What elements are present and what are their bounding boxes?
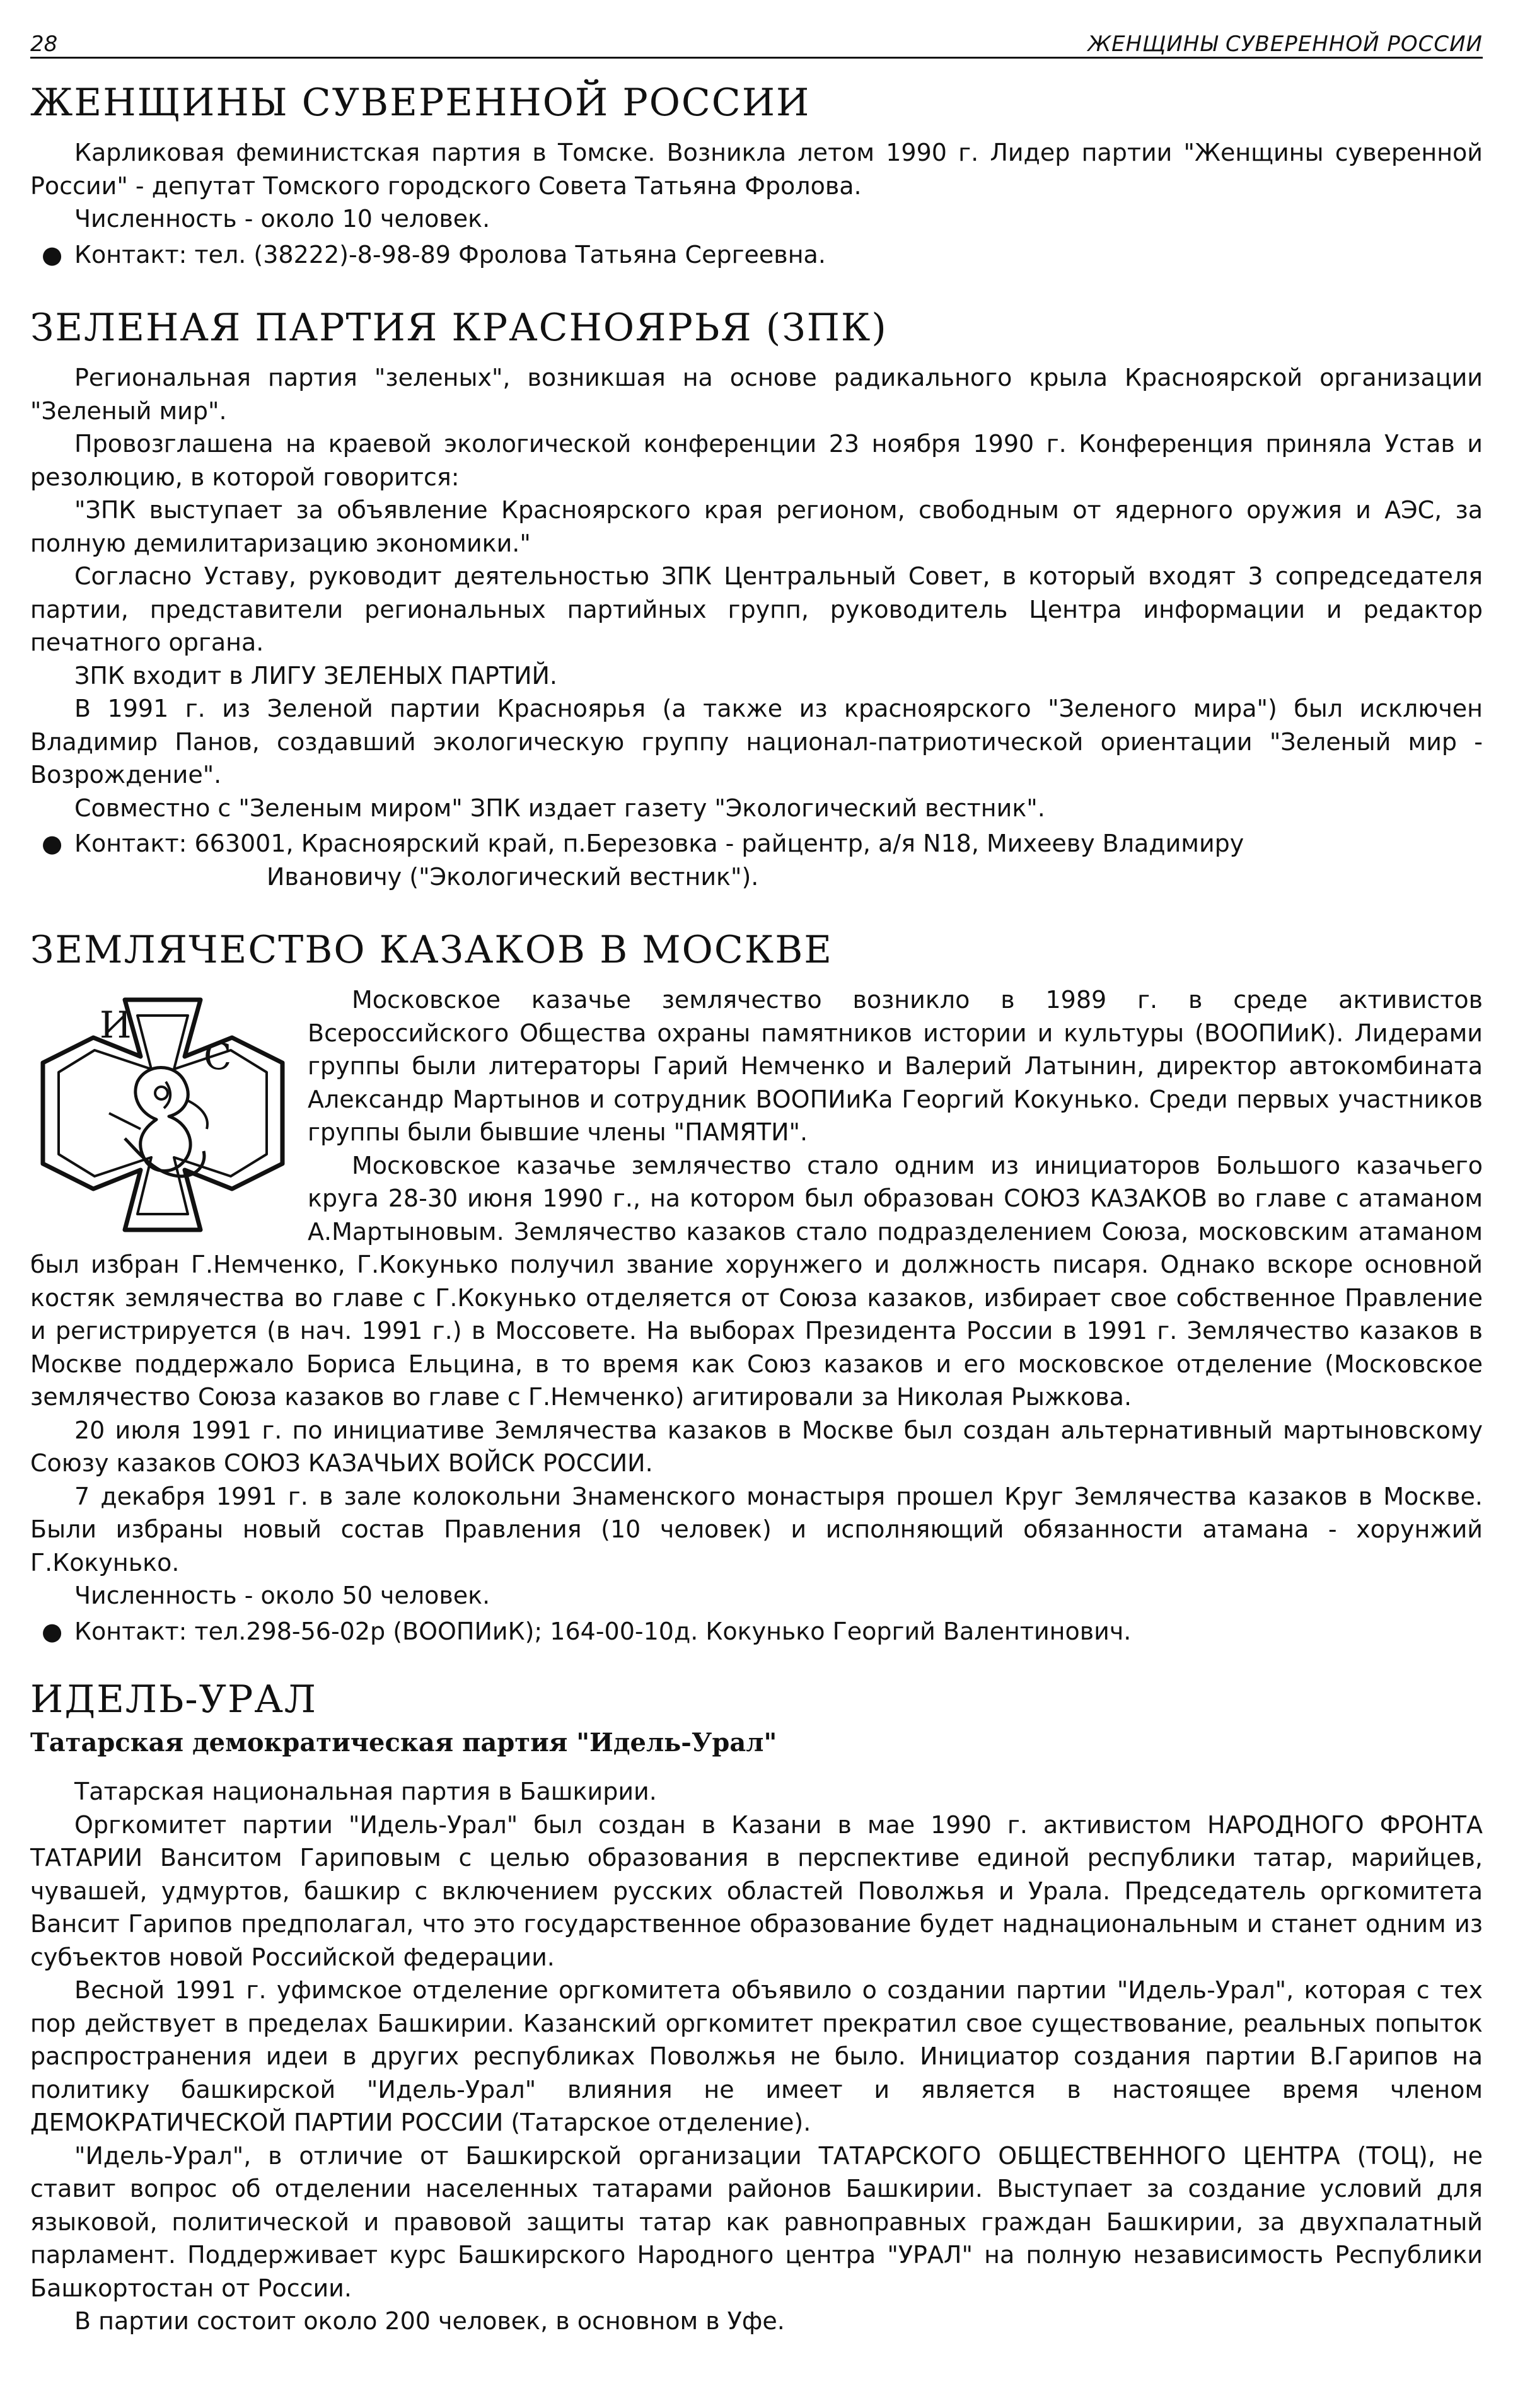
bullet-icon: ● bbox=[42, 830, 63, 857]
contact-text: 663001, Красноярский край, п.Березовка - райцентр, а/я N18, Михееву Владимиру bbox=[194, 830, 1244, 857]
contact-text: тел.298-56-02р (ВООПИиК); 164-00-10д. Кокунько Георгий Валентинович. bbox=[194, 1617, 1132, 1645]
section-title: ЗЕМЛЯЧЕСТВО КАЗАКОВ В МОСКВЕ bbox=[30, 928, 833, 972]
paragraph: Оргкомитет партии "Идель-Урал" был создан в Казани в мае 1990 г. активистом НАРОДНОГО ФРОНТА ТАТАРИИ Ванситом Гариповым с целью образования в перспективе единой республики татар, марийцев, чувашей, удмуртов, башкир с включением русских областей Поволжья и Урала. Председатель оргкомитета Вансит Гарипов предполагал, что это государственное образование будет наднациональным и станет одним из субъектов новой Российской федерации. bbox=[30, 1810, 1483, 1971]
paragraph: Согласно Уставу, руководит деятельностью ЗПК Центральный Совет, в который входят 3 сопредседателя партии, представители региональных партийных групп, руководитель Центра информации и редактор печатного органа. bbox=[30, 562, 1483, 656]
paragraph: Московское казачье землячество возникло в 1989 г. в среде активистов Всероссийского Общества охраны памятников истории и культуры (ВООПИиК). Лидерами группы были литераторы Гарий Немченко и Валерий Латынин, директор автокомбината Александр Мартынов и сотрудник ВООПИиКа Георгий Кокунько. Среди первых участников группы были бывшие члены "ПАМЯТИ". bbox=[308, 986, 1483, 1146]
paragraph: Татарская национальная партия в Башкирии. bbox=[74, 1778, 657, 1805]
paragraph: 7 декабря 1991 г. в зале колокольни Знаменского монастыря прошел Круг Землячества казаков в Москве. Были избраны новый состав Правления (10 человек) и исполняющий обязанности атамана - хорунжий Г.Кокунько. bbox=[30, 1482, 1483, 1577]
contact-label: Контакт: bbox=[74, 830, 195, 857]
document-page bbox=[30, 18, 1483, 2338]
paragraph: "Идель-Урал", в отличие от Башкирской организации ТАТАРСКОГО ОБЩЕСТВЕННОГО ЦЕНТРА (ТОЦ), не ставит вопрос об отделении населенных татарами районов Башкирии. Выступает за создание условий для языковой, политической и правовой защиты татар как равноправных граждан Башкирии, за двухпалатный парламент. Поддерживает курс Башкирского Народного центра "УРАЛ" на полную независимость Республики Башкортостан от России. bbox=[30, 2141, 1483, 2302]
contact-text-continuation: Ивановичу ("Экологический вестник"). bbox=[267, 862, 759, 891]
contact-label: Контакт: bbox=[74, 240, 195, 269]
paragraph: 20 июля 1991 г. по инициативе Землячества казаков в Москве был создан альтернативный мартыновскому Союзу казаков СОЮЗ КАЗАЧЬИХ ВОЙСК РОССИИ. bbox=[30, 1416, 1483, 1477]
paragraph: Совместно с "Зеленым миром" ЗПК издает газету "Экологический вестник". bbox=[74, 794, 1045, 822]
contact-line bbox=[30, 1615, 1483, 1648]
paragraph: Численность - около 10 человек. bbox=[74, 205, 490, 233]
cossack-cross-emblem-icon bbox=[30, 987, 295, 1242]
contact-text: тел. (38222)-8-98-89 Фролова Татьяна Сергеевна. bbox=[194, 240, 826, 269]
paragraph: ЗПК входит в ЛИГУ ЗЕЛЕНЫХ ПАРТИЙ. bbox=[74, 661, 557, 690]
running-header bbox=[30, 18, 1483, 59]
paragraph: В 1991 г. из Зеленой партии Красноярья (а также из красноярского "Зеленого мира") был исключен Владимир Панов, создавший экологическую группу национал-патриотической ориентации "Зеленый мир - Возрождение". bbox=[30, 695, 1483, 789]
bullet-icon: ● bbox=[42, 1617, 63, 1645]
section-title: ЖЕНЩИНЫ СУВЕРЕННОЙ РОССИИ bbox=[30, 81, 811, 125]
paragraph: Московское казачье землячество стало одним из инициаторов Большого казачьего круга 28-30 июня 1990 г., на котором был образован СОЮЗ КАЗАКОВ во главе с атаманом А.Мартыновым. Землячество казаков стало подразделением Союза, московским атаманом был избран Г.Немченко, Г.Кокунько получил звание хорунжего и должность писаря. Однако вскоре основной костяк землячества во главе с Г.Кокунько отделяется от Союза казаков, избирает свое собственное Правление и регистрируется (в нач. 1991 г.) в Моссовете. На выборах Президента России в 1991 г. Землячество казаков в Москве поддержало Бориса Ельцина, в то время как Союз казаков и его московское отделение (Московское землячество Союза казаков во главе с Г.Немченко) агитировали за Николая Рыжкова. bbox=[30, 1151, 1483, 1411]
section-title: ЗЕЛЕНАЯ ПАРТИЯ КРАСНОЯРЬЯ (ЗПК) bbox=[30, 306, 888, 350]
paragraph: Провозглашена на краевой экологической конференции 23 ноября 1990 г. Конференция приняла Устав и резолюцию, в которой говорится: bbox=[30, 430, 1483, 491]
paragraph: В партии состоит около 200 человек, в основном в Уфе. bbox=[74, 2307, 785, 2335]
paragraph: "ЗПК выступает за объявление Красноярского края регионом, свободным от ядерного оружия и АЭС, за полную демилитаризацию экономики." bbox=[30, 496, 1483, 557]
section-idel-ural bbox=[30, 1678, 1483, 2338]
page-number: 28 bbox=[30, 32, 58, 57]
contact-line bbox=[30, 827, 1483, 893]
bullet-icon: ● bbox=[42, 240, 63, 269]
contact-label: Контакт: bbox=[74, 1617, 195, 1645]
section-subtitle: Татарская демократическая партия "Идель-Урал" bbox=[30, 1728, 777, 1757]
svg-text:С: С bbox=[204, 1035, 232, 1078]
section-title: ИДЕЛЬ-УРАЛ bbox=[30, 1677, 317, 1722]
section-zelenaya-partiya bbox=[30, 306, 1483, 893]
running-title: ЖЕНЩИНЫ СУВЕРЕННОЙ РОССИИ bbox=[1087, 32, 1483, 57]
contact-line bbox=[30, 238, 1483, 272]
paragraph: Численность - около 50 человек. bbox=[74, 1582, 490, 1609]
section-zhenshchiny bbox=[30, 81, 1483, 271]
section-zemlyachestvo-kazakov bbox=[30, 929, 1483, 1648]
paragraph: Весной 1991 г. уфимское отделение оргкомитета объявило о создании партии "Идель-Урал", которая с тех пор действует в пределах Башкирии. Казанский оргкомитет прекратил свое существование, реальных попыток распространения идеи в других республиках Поволжья не было. Инициатор создания партии В.Гарипов на политику башкирской "Идель-Урал" влияния не имеет и является в настоящее время членом ДЕМОКРАТИЧЕСКОЙ ПАРТИИ РОССИИ (Татарское отделение). bbox=[30, 1976, 1483, 2136]
svg-text:И: И bbox=[100, 1004, 132, 1046]
paragraph: Карликовая феминистская партия в Томске. Возникла летом 1990 г. Лидер партии "Женщины суверенной России" - депутат Томского городского Совета Татьяна Фролова. bbox=[30, 139, 1483, 200]
paragraph: Региональная партия "зеленых", возникшая на основе радикального крыла Красноярской организации "Зеленый мир". bbox=[30, 364, 1483, 425]
